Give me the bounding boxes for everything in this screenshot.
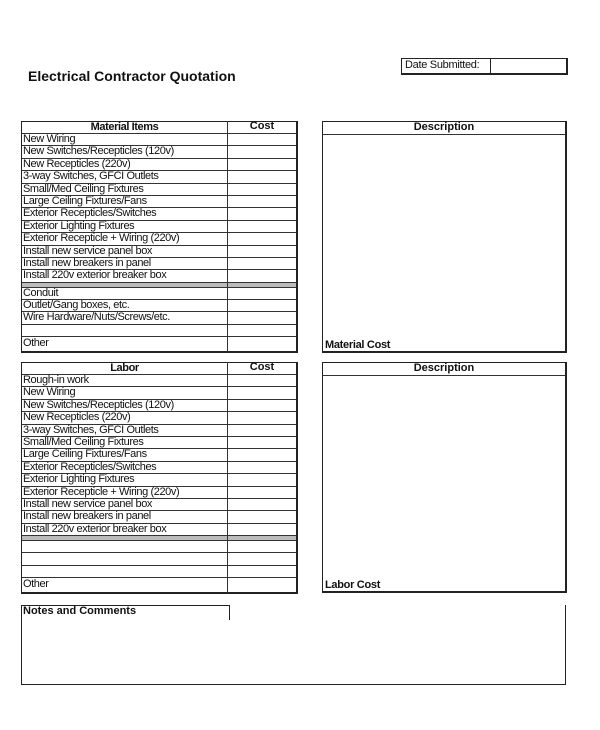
date-submitted-label: Date Submitted: (405, 59, 480, 71)
cost-cell[interactable] (227, 158, 296, 171)
item-label: Install 220v exterior breaker box (23, 522, 167, 535)
item-label: Exterior Recepticle + Wiring (220v) (23, 485, 180, 498)
item-label: New Recepticles (220v) (23, 411, 131, 424)
item-label: Conduit (23, 286, 59, 299)
cost-cell[interactable] (227, 577, 296, 593)
item-label: New Wiring (23, 386, 76, 399)
cost-cell[interactable] (227, 436, 296, 449)
material-cost-label: Material Cost (325, 339, 391, 351)
cost-cell[interactable] (227, 523, 296, 536)
item-label: Exterior Lighting Fixtures (23, 219, 135, 232)
item-label: 3-way Switches, GFCI Outlets (23, 170, 159, 183)
date-submitted-field (401, 58, 568, 75)
cost-cell[interactable] (227, 195, 296, 208)
item-label: Exterior Recepticles/Switches (23, 460, 157, 473)
cost-cell[interactable] (227, 374, 296, 387)
material-description-box[interactable] (322, 121, 567, 353)
item-label: Install new breakers in panel (23, 256, 151, 269)
materials-column-header: Material Items (90, 121, 159, 133)
cost-cell[interactable] (227, 461, 296, 474)
item-label: 3-way Switches, GFCI Outlets (23, 423, 159, 436)
other-label: Other (23, 578, 49, 591)
cost-cell[interactable] (227, 245, 296, 258)
labor-description-header: Description (323, 363, 565, 376)
other-row (22, 337, 296, 351)
cost-cell[interactable] (227, 473, 296, 486)
cost-cell[interactable] (227, 486, 296, 499)
cost-cell[interactable] (227, 183, 296, 196)
cost-cell[interactable] (227, 299, 296, 312)
item-label: New Recepticles (220v) (23, 157, 131, 170)
labor-description-box[interactable] (322, 362, 567, 593)
item-label: Outlet/Gang boxes, etc. (23, 299, 130, 312)
cost-cell[interactable] (227, 510, 296, 523)
notes-and-comments-box[interactable] (21, 605, 566, 685)
cost-column-header: Cost (227, 121, 296, 134)
page-title: Electrical Contractor Quotation (28, 68, 236, 84)
labor-column-header: Labor (110, 362, 139, 374)
notes-header: Notes and Comments (21, 605, 230, 620)
cost-cell[interactable] (227, 540, 296, 553)
cost-cell[interactable] (227, 232, 296, 245)
cost-cell[interactable] (227, 424, 296, 437)
item-label: Exterior Lighting Fixtures (23, 473, 135, 486)
cost-cell[interactable] (227, 311, 296, 324)
item-label: Small/Med Ceiling Fixtures (23, 435, 144, 448)
cost-cell[interactable] (227, 170, 296, 183)
cost-cell[interactable] (227, 145, 296, 158)
cost-cell[interactable] (227, 498, 296, 511)
cost-cell[interactable] (227, 448, 296, 461)
item-label: Install new service panel box (23, 497, 153, 510)
item-label: New Switches/Recepticles (120v) (23, 145, 174, 158)
cost-cell[interactable] (227, 207, 296, 220)
item-label: Install new breakers in panel (23, 510, 151, 523)
item-label: Rough-in work (23, 374, 89, 386)
cost-cell[interactable] (227, 220, 296, 233)
item-label: Install 220v exterior breaker box (23, 269, 167, 282)
cost-column-header: Cost (227, 362, 296, 375)
cost-cell[interactable] (227, 336, 296, 352)
other-row (22, 578, 296, 592)
other-label: Other (23, 337, 49, 350)
cost-cell[interactable] (227, 386, 296, 399)
cost-cell[interactable] (227, 411, 296, 424)
item-label: Large Ceiling Fixtures/Fans (23, 448, 147, 461)
material-items-table (21, 121, 298, 353)
cost-cell[interactable] (227, 133, 296, 146)
cost-cell[interactable] (227, 565, 296, 578)
item-label: New Switches/Recepticles (120v) (23, 398, 174, 411)
date-submitted-input[interactable] (490, 59, 567, 73)
material-description-header: Description (323, 122, 565, 135)
cost-cell[interactable] (227, 287, 296, 300)
item-label: Exterior Recepticle + Wiring (220v) (23, 232, 180, 245)
labor-table (21, 362, 298, 594)
labor-cost-label: Labor Cost (325, 579, 381, 591)
item-label: New Wiring (23, 133, 76, 145)
cost-cell[interactable] (227, 269, 296, 282)
item-label: Install new service panel box (23, 244, 153, 257)
cost-cell[interactable] (227, 552, 296, 565)
cost-cell[interactable] (227, 257, 296, 270)
item-label: Wire Hardware/Nuts/Screws/etc. (23, 311, 170, 324)
item-label: Large Ceiling Fixtures/Fans (23, 194, 147, 207)
cost-cell[interactable] (227, 399, 296, 412)
item-label: Small/Med Ceiling Fixtures (23, 182, 144, 195)
item-label: Exterior Recepticles/Switches (23, 207, 157, 220)
cost-cell[interactable] (227, 324, 296, 337)
